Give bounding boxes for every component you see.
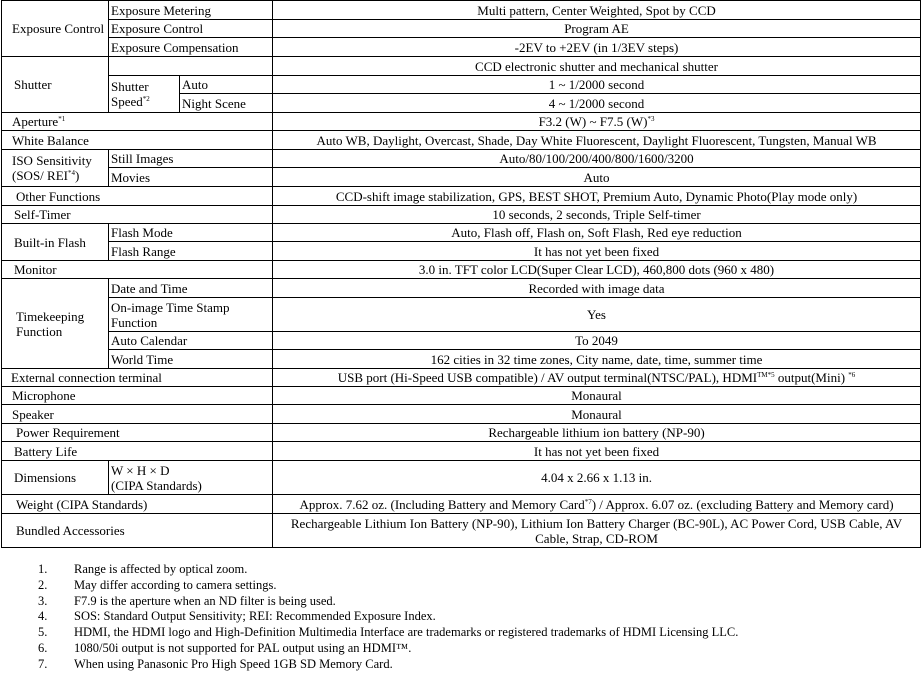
row-auto-calendar [2, 332, 921, 350]
row-time-stamp [2, 298, 921, 332]
footnote-mark-7: *7 [584, 497, 592, 506]
footnote-item: 7. When using Panasonic Pro High Speed 1GB SD Memory Card. [38, 656, 393, 671]
shutter-auto-value: 1 ~ 1/2000 second [273, 76, 921, 94]
row-iso-movies [2, 168, 921, 187]
power-label: Power Requirement [2, 424, 273, 442]
footnote-item: 1. Range is affected by optical zoom. [38, 562, 248, 576]
iso-label: ISO Sensitivity (SOS/ REI$^{*4}$) [2, 150, 109, 187]
row-exposure-metering [2, 1, 921, 20]
footnote-item: 4. SOS: Standard Output Sensitivity; REI: Recommended Exposure Index. [38, 609, 436, 624]
iso-still-label: Still Images [109, 150, 273, 168]
battery-life-value: It has not yet been fixed [273, 442, 921, 461]
row-accessories [2, 514, 921, 548]
footnote-mark-5: *5 [767, 371, 775, 379]
row-exposure-control [2, 20, 921, 38]
flash-mode-value: Auto, Flash off, Flash on, Soft Flash, Red eye reduction [273, 224, 921, 242]
time-stamp-value: Yes [273, 298, 921, 332]
row-other-functions [2, 187, 921, 206]
iso-movies-label: Movies [109, 168, 273, 187]
accessories-value: Rechargeable Lithium Ion Battery (NP-90), Lithium Ion Battery Charger (BC-90L), AC Power Cord, USB Cable, AV Cable, Strap, CD-ROM [273, 514, 921, 548]
shutter-night-value: 4 ~ 1/2000 second [273, 94, 921, 113]
row-exposure-compensation [2, 38, 921, 57]
exposure-compensation-label: Exposure Compensation [109, 38, 273, 57]
other-functions-value: CCD-shift image stabilization, GPS, BEST SHOT, Premium Auto, Dynamic Photo(Play mode only) [273, 187, 921, 206]
flash-mode-label: Flash Mode [109, 224, 273, 242]
exposure-metering-value: Multi pattern, Center Weighted, Spot by CCD [273, 1, 921, 20]
row-microphone [2, 387, 921, 405]
flash-label: Built-in Flash [2, 224, 109, 261]
accessories-label: Bundled Accessories [2, 514, 273, 548]
footnote-mark-4: *4 [67, 169, 75, 177]
shutter-auto-label: Auto [180, 76, 273, 94]
exposure-metering-label: Exposure Metering [109, 1, 273, 20]
external-connection-label: External connection terminal [2, 369, 273, 387]
time-date-label: Date and Time [109, 279, 273, 298]
white-balance-value: Auto WB, Daylight, Overcast, Shade, Day White Fluorescent, Daylight Fluorescent, Tungsten, Manual WB [273, 131, 921, 150]
footnote-item: 5. HDMI, the HDMI logo and High-Definition Multimedia Interface are trademarks or registered trademarks of HDMI Licensing LLC. [38, 625, 739, 640]
row-speaker [2, 405, 921, 424]
weight-label: Weight (CIPA Standards) [2, 495, 273, 514]
row-aperture [2, 113, 921, 131]
dimensions-value: 4.04 x 2.66 x 1.13 in. [273, 461, 921, 495]
microphone-label: Microphone [2, 387, 273, 405]
row-monitor [2, 261, 921, 279]
time-stamp-label: On-image Time Stamp Function [109, 298, 273, 332]
trademark-mark: TM [757, 371, 768, 379]
footnote-item: 6. 1080/50i output is not supported for PAL output using an HDMI™. [38, 640, 412, 655]
row-iso-still [2, 150, 921, 168]
flash-range-label: Flash Range [109, 242, 273, 261]
row-shutter-type [2, 57, 921, 76]
exposure-compensation-value: -2EV to +2EV (in 1/3EV steps) [273, 38, 921, 57]
iso-movies-value: Auto [273, 168, 921, 187]
shutter-type-value: CCD electronic shutter and mechanical shutter [273, 57, 921, 76]
white-balance-label: White Balance [2, 131, 273, 150]
shutter-speed-label: Shutter Speed$^{*2}$ [109, 76, 180, 113]
footnotes-list [0, 562, 738, 673]
spec-table [1, 0, 921, 548]
speaker-value: Monaural [273, 405, 921, 424]
row-world-time [2, 350, 921, 369]
row-white-balance [2, 131, 921, 150]
row-flash-range [2, 242, 921, 261]
external-connection-value: USB port (Hi-Speed USB compatible) / AV output terminal(NTSC/PAL), $HDMI^{TM*5}$ output(Mini) $^{*6}$ [273, 369, 921, 387]
flash-range-value: It has not yet been fixed [273, 242, 921, 261]
world-time-label: World Time [109, 350, 273, 369]
other-functions-label: Other Functions [2, 187, 273, 206]
row-weight [2, 495, 921, 514]
self-timer-label: Self-Timer [2, 206, 273, 224]
row-battery-life [2, 442, 921, 461]
weight-value: Approx. 7.62 oz. (Including Battery and Memory Card$^{*7}$) / Approx. 6.07 oz. (excluding Battery and Memory card) [273, 495, 921, 514]
self-timer-value: 10 seconds, 2 seconds, Triple Self-timer [273, 206, 921, 224]
auto-calendar-value: To 2049 [273, 332, 921, 350]
aperture-value: F3.2 (W) ~ F7.5 $(W)^{*3}$ [273, 113, 921, 131]
row-dimensions [2, 461, 921, 495]
footnote-mark-1: *1 [58, 115, 66, 123]
battery-life-label: Battery Life [2, 442, 273, 461]
auto-calendar-label: Auto Calendar [109, 332, 273, 350]
row-self-timer [2, 206, 921, 224]
shutter-night-label: Night Scene [180, 94, 273, 113]
row-power [2, 424, 921, 442]
timekeeping-label: Timekeeping Function [2, 279, 109, 369]
shutter-type-empty [109, 57, 273, 76]
power-value: Rechargeable lithium ion battery (NP-90) [273, 424, 921, 442]
world-time-value: 162 cities in 32 time zones, City name, date, time, summer time [273, 350, 921, 369]
row-shutter-auto [2, 76, 921, 94]
row-time-date [2, 279, 921, 298]
monitor-label: Monitor [2, 261, 273, 279]
footnote-item: 2. May differ according to camera settings. [38, 577, 277, 592]
footnote-item: 3. F7.9 is the aperture when an ND filter is being used. [38, 593, 336, 608]
exposure-control-sub-label: Exposure Control [109, 20, 273, 38]
monitor-value: 3.0 in. TFT color LCD(Super Clear LCD), 460,800 dots (960 x 480) [273, 261, 921, 279]
footnote-mark-2: *2 [142, 95, 150, 103]
time-date-value: Recorded with image data [273, 279, 921, 298]
footnote-mark-6: *6 [848, 371, 856, 379]
exposure-control-value: Program AE [273, 20, 921, 38]
row-external-connection [2, 369, 921, 387]
row-flash-mode [2, 224, 921, 242]
speaker-label: Speaker [2, 405, 273, 424]
dimensions-sub-label: W × H × D (CIPA Standards) [109, 461, 273, 495]
aperture-label: Aperture$^{*1}$ [2, 113, 273, 131]
footnote-mark-3: *3 [647, 115, 655, 123]
shutter-label: Shutter [2, 57, 109, 113]
exposure-control-label: Exposure Control [2, 1, 109, 57]
dimensions-label: Dimensions [2, 461, 109, 495]
iso-still-value: Auto/80/100/200/400/800/1600/3200 [273, 150, 921, 168]
microphone-value: Monaural [273, 387, 921, 405]
